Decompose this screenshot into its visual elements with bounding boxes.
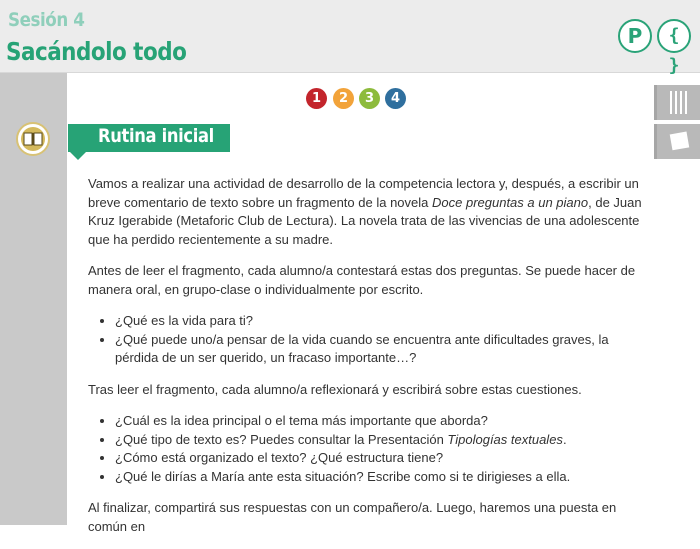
p-letter-icon[interactable]: P: [618, 19, 652, 53]
header-bar: [0, 0, 700, 76]
list-item: • ¿Qué puede uno/a pensar de la vida cuando se encuentra ante dificultades graves, la pérdida de un ser querido, un fracaso importante…?: [115, 331, 648, 368]
step-4-button[interactable]: 4: [385, 88, 406, 109]
novel-title: Doce preguntas a un piano: [432, 194, 589, 210]
vertical-lines-icon[interactable]: [654, 85, 700, 120]
section-title: Rutina inicial: [98, 125, 214, 147]
reflection-questions: [88, 412, 648, 486]
step-2-button[interactable]: 2: [333, 88, 354, 109]
main-content: [88, 175, 648, 549]
paragraph-before-reading: Antes de leer el fragmento, cada alumno/a contestará estas dos preguntas. Se puede hacer de manera oral, en grupo-clase o individualmente por escrito.: [88, 263, 636, 297]
card-icon[interactable]: [654, 124, 700, 159]
section-banner: [68, 124, 230, 152]
step-3-button[interactable]: 3: [359, 88, 380, 109]
presentation-link[interactable]: Tipologías textuales: [447, 431, 563, 447]
step-1-button[interactable]: 1: [306, 88, 327, 109]
banner-tail: [70, 152, 86, 160]
page-title: Sacándolo todo: [6, 37, 187, 66]
list-item: • ¿Qué tipo de texto es? Puedes consultar la Presentación Tipologías textuales.: [115, 431, 648, 450]
curly-braces-icon[interactable]: { }: [657, 19, 691, 53]
paragraph-intro: Vamos a realizar una actividad de desarrollo de la competencia lectora y, después, a escribir un breve comentario de texto sobre un fragmento de la novela Doce preguntas a un piano, de Juan Kruz Igerabide (Metaforic Club de Lectura). La novela trata de las vivencias de una adolescente que ha perdido recientemente a su madre.: [88, 176, 642, 247]
book-icon[interactable]: [16, 122, 50, 156]
list-item: • ¿Cuál es la idea principal o el tema más importante que aborda?: [115, 412, 648, 431]
session-label: Sesión 4: [8, 9, 85, 31]
paragraph-closing: Al finalizar, compartirá sus respuestas con un compañero/a. Luego, haremos una puesta en común en: [88, 500, 617, 534]
list-item: • ¿Cómo está organizado el texto? ¿Qué estructura tiene?: [115, 449, 648, 468]
list-item: • ¿Qué es la vida para ti?: [115, 312, 648, 331]
pre-reading-questions: [88, 312, 648, 368]
list-item: • ¿Qué le dirías a María ante esta situación? Escribe como si te dirigieses a ella.: [115, 468, 648, 487]
paragraph-after-reading: Tras leer el fragmento, cada alumno/a reflexionará y escribirá sobre estas cuestiones.: [88, 381, 582, 397]
